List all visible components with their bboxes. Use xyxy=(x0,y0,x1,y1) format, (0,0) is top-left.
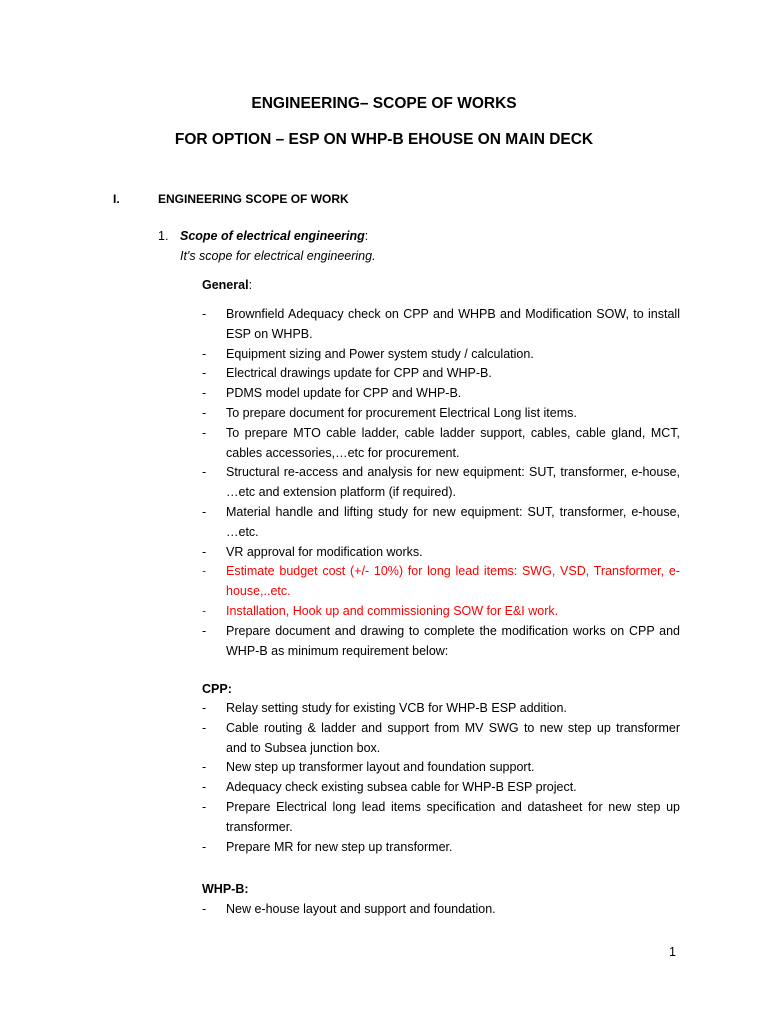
general-list xyxy=(202,305,680,661)
bullet-dash: - xyxy=(202,425,207,440)
subsection-number: 1. xyxy=(158,229,169,243)
list-item-text: Material handle and lifting study for new equipment: SUT, transformer, e-house, …etc. xyxy=(226,504,680,539)
general-heading-suffix: : xyxy=(248,278,253,292)
subsection-description: It's scope for electrical engineering. xyxy=(180,249,376,263)
bullet-dash: - xyxy=(202,780,207,795)
bullet-dash: - xyxy=(202,603,207,618)
bullet-dash: - xyxy=(202,902,207,916)
list-item xyxy=(202,778,680,798)
whpb-heading: WHP-B: xyxy=(202,882,249,896)
bullet-dash: - xyxy=(202,366,207,381)
list-item-text: To prepare document for procurement Electrical Long list items. xyxy=(226,405,577,420)
list-item xyxy=(202,602,680,622)
bullet-dash: - xyxy=(202,701,207,715)
list-item xyxy=(202,758,680,778)
list-item-text: Structural re-access and analysis for new equipment: SUT, transformer, e-house, …etc and extension platform (if required). xyxy=(226,465,680,500)
list-item xyxy=(202,404,680,424)
list-item-text: Installation, Hook up and commissioning SOW for E&I work. xyxy=(226,603,559,618)
list-item xyxy=(202,699,680,719)
list-item-text: Adequacy check existing subsea cable for WHP-B ESP project. xyxy=(226,780,577,795)
list-item-text: Relay setting study for existing VCB for WHP-B ESP addition. xyxy=(226,701,567,715)
bullet-dash: - xyxy=(202,760,207,775)
list-item xyxy=(202,543,680,563)
list-item-text: Equipment sizing and Power system study / calculation. xyxy=(226,346,534,361)
bullet-dash: - xyxy=(202,623,207,638)
page-number: 1 xyxy=(669,945,676,959)
list-item-text: Prepare document and drawing to complete the modification works on CPP and WHP-B as minimum requirement below: xyxy=(226,623,680,658)
bullet-dash: - xyxy=(202,504,207,519)
bullet-dash: - xyxy=(202,544,207,559)
list-item-text: Prepare Electrical long lead items specification and datasheet for new step up transformer. xyxy=(226,799,680,834)
general-heading: General xyxy=(202,278,249,292)
list-item-text: Electrical drawings update for CPP and WHP-B. xyxy=(226,366,492,381)
list-item-text: New step up transformer layout and foundation support. xyxy=(226,760,535,775)
subsection-title-suffix: : xyxy=(364,229,369,243)
bullet-dash: - xyxy=(202,405,207,420)
bullet-dash: - xyxy=(202,346,207,361)
bullet-dash: - xyxy=(202,307,207,321)
section-heading: ENGINEERING SCOPE OF WORK xyxy=(158,192,349,206)
list-item xyxy=(202,900,680,920)
whpb-list xyxy=(202,900,680,920)
list-item-text: Prepare MR for new step up transformer. xyxy=(226,839,453,854)
bullet-dash: - xyxy=(202,720,207,735)
list-item xyxy=(202,384,680,404)
section-numeral: I. xyxy=(113,192,120,206)
bullet-dash: - xyxy=(202,799,207,814)
list-item xyxy=(202,622,680,662)
list-item xyxy=(202,798,680,838)
subsection-title: Scope of electrical engineering xyxy=(180,229,365,243)
list-item xyxy=(202,345,680,365)
list-item-text: Cable routing & ladder and support from MV SWG to new step up transformer and to Subsea junction box. xyxy=(226,720,680,755)
list-item xyxy=(202,463,680,503)
list-item-text: PDMS model update for CPP and WHP-B. xyxy=(226,386,462,401)
list-item xyxy=(202,503,680,543)
list-item-text: To prepare MTO cable ladder, cable ladder support, cables, cable gland, MCT, cables accessories,…etc for procurement. xyxy=(226,425,680,460)
list-item xyxy=(202,364,680,384)
list-item xyxy=(202,562,680,602)
bullet-dash: - xyxy=(202,386,207,401)
list-item xyxy=(202,424,680,464)
bullet-dash: - xyxy=(202,465,207,480)
bullet-dash: - xyxy=(202,839,207,854)
general-heading-line xyxy=(202,275,252,295)
subsection-title-line xyxy=(180,226,368,246)
bullet-dash: - xyxy=(202,564,207,579)
list-item-text: Estimate budget cost (+/- 10%) for long lead items: SWG, VSD, Transformer, e-house,..etc. xyxy=(226,564,680,599)
list-item xyxy=(202,719,680,759)
list-item-text: New e-house layout and support and foundation. xyxy=(226,902,496,916)
list-item xyxy=(202,305,680,345)
list-item-text: Brownfield Adequacy check on CPP and WHPB and Modification SOW, to install ESP on WHPB. xyxy=(226,307,680,341)
list-item-text: VR approval for modification works. xyxy=(226,544,423,559)
cpp-list xyxy=(202,699,680,857)
document-subtitle: FOR OPTION – ESP ON WHP-B EHOUSE ON MAIN DECK xyxy=(174,131,594,148)
cpp-heading: CPP: xyxy=(202,682,232,696)
document-title: ENGINEERING– SCOPE OF WORKS xyxy=(251,95,517,112)
list-item xyxy=(202,838,680,858)
